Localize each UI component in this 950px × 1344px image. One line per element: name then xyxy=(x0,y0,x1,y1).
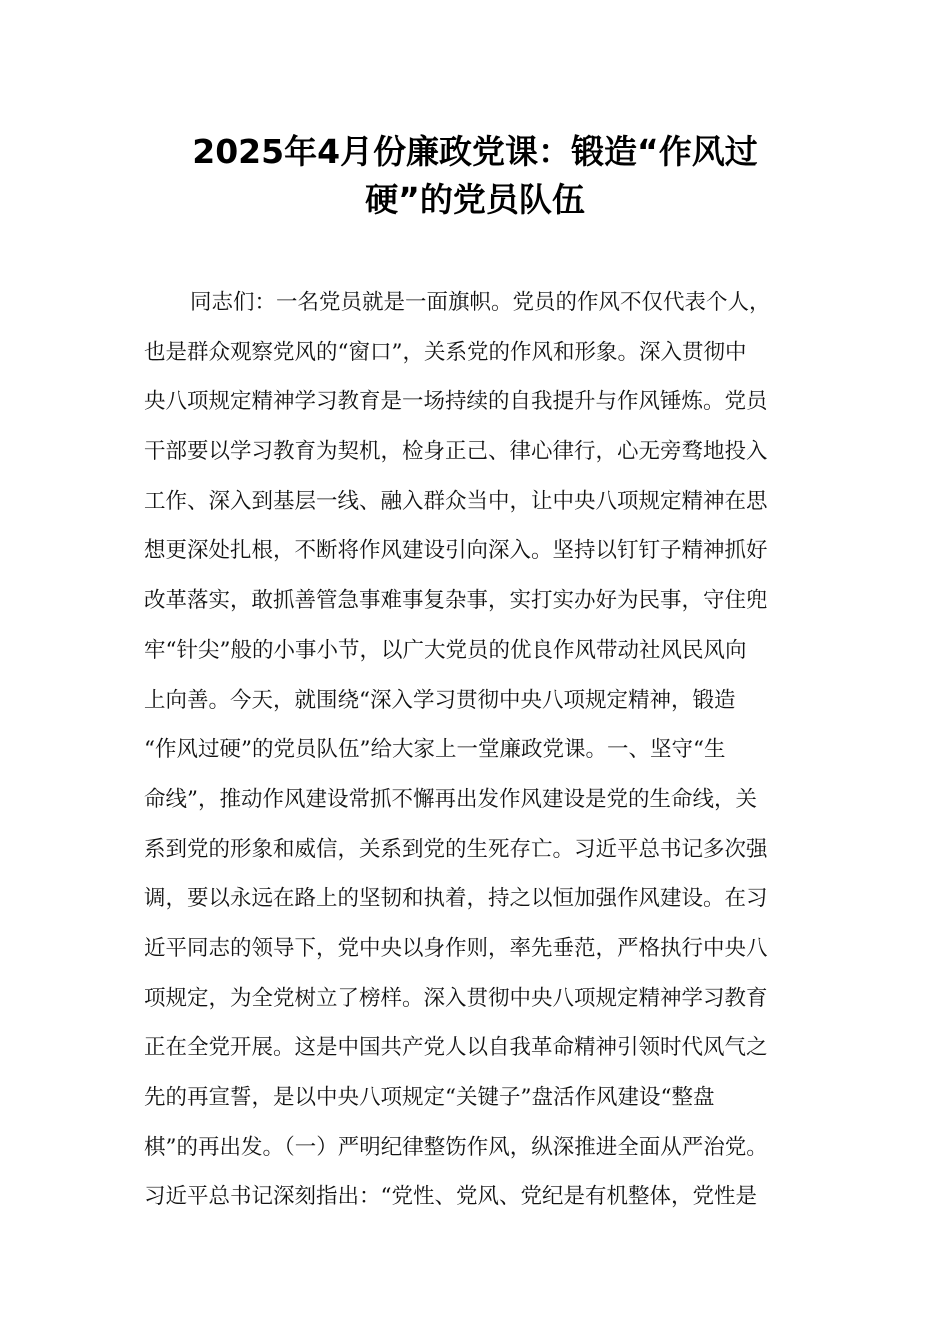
body-line: 先的再宣誓，是以中央八项规定“关键子”盘活作风建设“整盘 xyxy=(144,1085,715,1110)
document-body xyxy=(144,278,824,1222)
body-line: 系到党的形象和威信，关系到党的生死存亡。习近平总书记多次强 xyxy=(144,836,768,862)
body-line: 央八项规定精神学习教育是一场持续的自我提升与作风锤炼。党员 xyxy=(144,389,768,415)
body-line: 近平同志的领导下，党中央以身作则，率先垂范，严格执行中央八 xyxy=(144,935,768,961)
body-line: 习近平总书记深刻指出：“党性、党风、党纪是有机整体，党性是 xyxy=(144,1184,757,1210)
title-line-1: 2025年4月份廉政党课：锻造“作风过 xyxy=(192,132,758,171)
body-line: 正在全党开展。这是中国共产党人以自我革命精神引领时代风气之 xyxy=(144,1035,768,1061)
body-line: 棋”的再出发。（一）严明纪律整饬作风，纵深推进全面从严治党。 xyxy=(144,1134,768,1160)
body-line: 干部要以学习教育为契机，检身正己、律心律行，心无旁骛地投入 xyxy=(144,439,768,465)
document-title xyxy=(0,128,950,224)
body-line: 同志们：一名党员就是一面旗帜。党员的作风不仅代表个人， xyxy=(190,290,771,315)
body-line: 想更深处扎根，不断将作风建设引向深入。坚持以钉钉子精神抓好 xyxy=(144,538,768,564)
body-line: 上向善。今天，就围绕“深入学习贯彻中央八项规定精神，锻造 xyxy=(144,687,736,713)
body-line: 工作、深入到基层一线、融入群众当中，让中央八项规定精神在思 xyxy=(144,488,768,514)
body-line: 命线”，推动作风建设常抓不懈再出发作风建设是党的生命线，关 xyxy=(144,786,757,812)
body-line: 改革落实，敢抓善管急事难事复杂事，实打实办好为民事，守住兜 xyxy=(144,588,768,614)
body-line: 牢“针尖”般的小事小节，以广大党员的优良作风带动社风民风向 xyxy=(144,637,747,663)
body-line: 项规定，为全党树立了榜样。深入贯彻中央八项规定精神学习教育 xyxy=(144,985,768,1011)
body-line: 调，要以永远在路上的坚韧和执着，持之以恒加强作风建设。在习 xyxy=(144,886,768,912)
title-line-2: 硬”的党员队伍 xyxy=(365,180,585,219)
body-line: 也是群众观察党风的“窗口”，关系党的作风和形象。深入贯彻中 xyxy=(144,339,747,365)
body-line: “作风过硬”的党员队伍”给大家上一堂廉政党课。一、坚守“生 xyxy=(144,737,726,763)
